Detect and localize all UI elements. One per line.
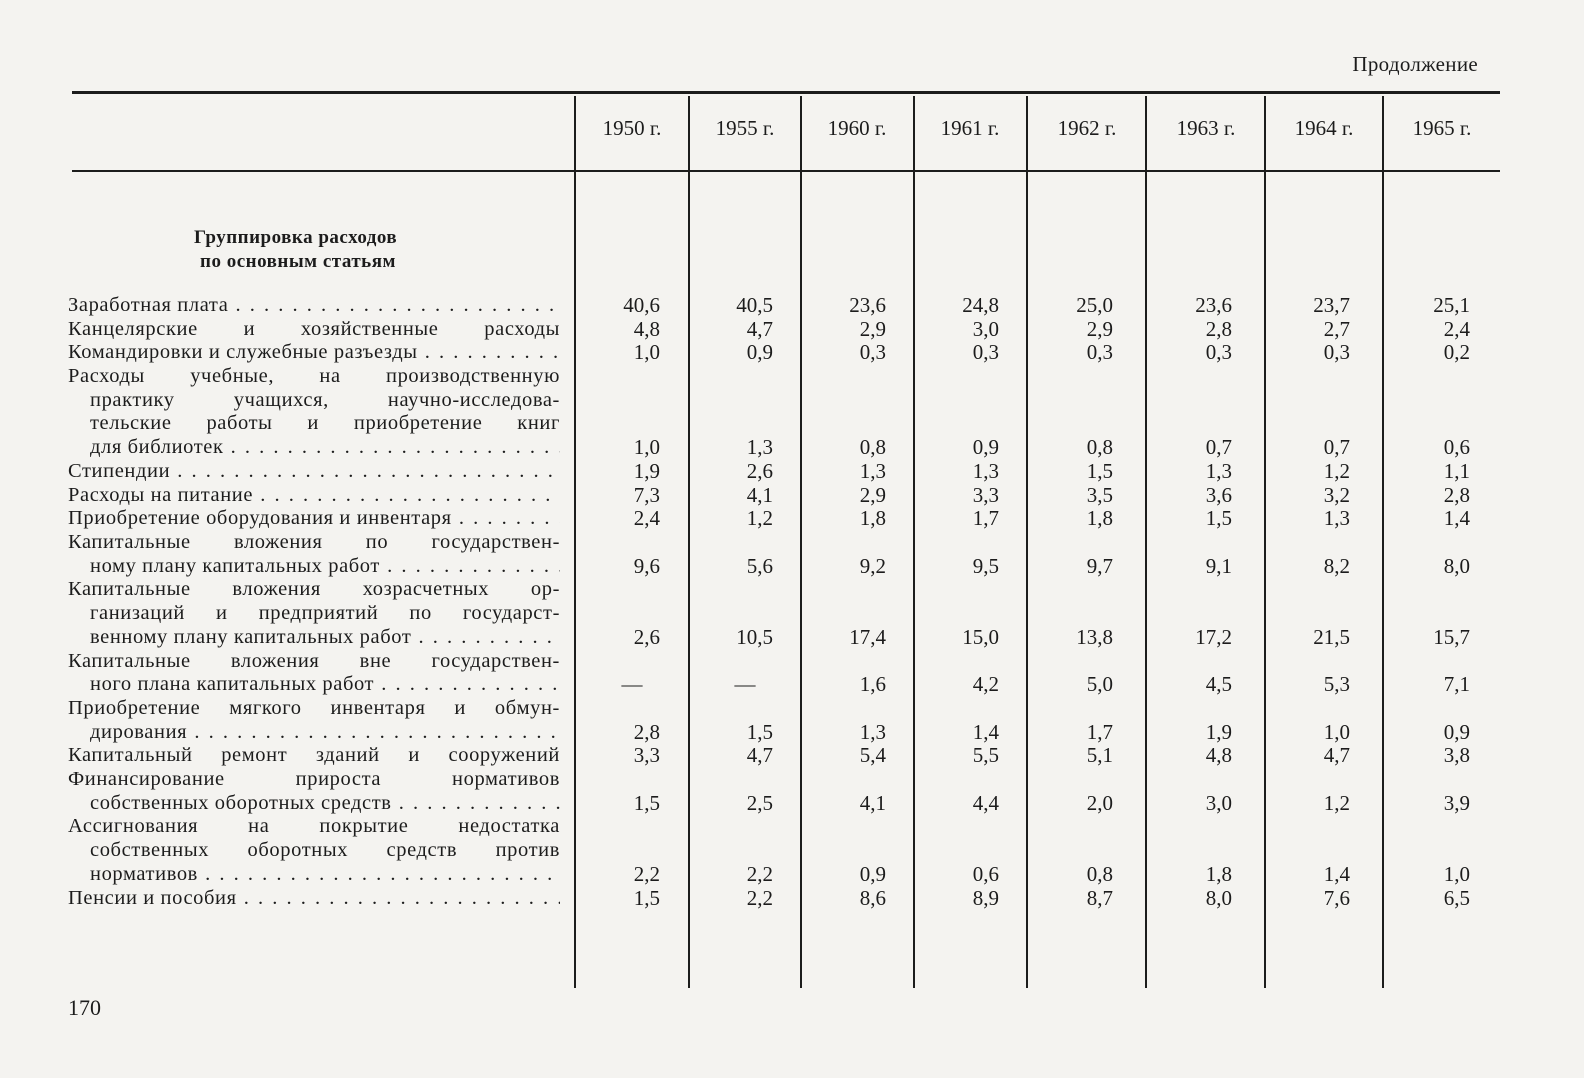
column-divider bbox=[800, 96, 802, 988]
table-cell: 8,7 bbox=[1086, 885, 1113, 910]
row-label-text: Капитальный ремонт зданий и сооружений bbox=[68, 744, 560, 767]
table-cell: 1,2 bbox=[1323, 458, 1350, 483]
row-label bbox=[68, 650, 560, 697]
table-cell: 21,5 bbox=[1313, 624, 1350, 649]
row-label-text: Приобретение мягкого инвентаря и обмун- bbox=[68, 696, 560, 719]
column-header-year: 1963 г. bbox=[1176, 116, 1236, 140]
column-divider bbox=[1026, 96, 1028, 988]
row-label-text: Канцелярские и хозяйственные расходы bbox=[68, 317, 560, 340]
column-header-year: 1965 г. bbox=[1412, 116, 1472, 140]
dot-leader bbox=[187, 721, 560, 743]
column-header-year: 1950 г. bbox=[602, 116, 662, 140]
page-number: 170 bbox=[68, 995, 101, 1020]
table-cell: 0,9 bbox=[972, 435, 999, 460]
table-cell: 1,8 bbox=[1205, 861, 1232, 886]
table-cell: 1,5 bbox=[1205, 506, 1232, 531]
column-divider bbox=[913, 96, 915, 988]
table-cell: 4,5 bbox=[1205, 672, 1232, 697]
dot-leader bbox=[380, 555, 560, 577]
table-cell: 2,8 bbox=[1443, 482, 1470, 507]
table-cell: 2,8 bbox=[633, 719, 660, 744]
table-cell: 1,4 bbox=[1323, 861, 1350, 886]
table-cell: 1,9 bbox=[1205, 719, 1232, 744]
table-cell: 17,2 bbox=[1195, 624, 1232, 649]
table-cell: 8,0 bbox=[1443, 553, 1470, 578]
table-cell: 0,3 bbox=[1323, 340, 1350, 365]
table-cell: 7,6 bbox=[1323, 885, 1350, 910]
table-cell: — bbox=[734, 672, 756, 697]
dot-leader bbox=[253, 484, 560, 506]
table-cell: 1,0 bbox=[633, 435, 660, 460]
table-cell: 10,5 bbox=[736, 624, 773, 649]
continuation-note: Продолжение bbox=[1352, 52, 1478, 76]
table-cell: 1,4 bbox=[972, 719, 999, 744]
table-cell: 1,2 bbox=[746, 506, 773, 531]
dot-leader bbox=[237, 887, 560, 909]
table-cell: 1,9 bbox=[633, 458, 660, 483]
table-cell: 3,3 bbox=[633, 743, 660, 768]
table-cell: 9,6 bbox=[633, 553, 660, 578]
table-cell: 0,3 bbox=[1086, 340, 1113, 365]
table-cell: 23,6 bbox=[849, 293, 886, 317]
table-cell: 0,2 bbox=[1443, 340, 1470, 365]
column-header-year: 1961 г. bbox=[940, 116, 1000, 140]
table-cell: 1,1 bbox=[1443, 458, 1470, 483]
table-cell: 2,0 bbox=[1086, 790, 1113, 815]
row-label-text: дирования bbox=[90, 720, 188, 743]
table-cell: 2,4 bbox=[1443, 316, 1470, 341]
row-label-text: ганизаций и предприятий по государст- bbox=[90, 602, 560, 625]
row-label-text: собственных оборотных средств против bbox=[90, 839, 560, 862]
table-cell: 1,3 bbox=[746, 435, 773, 460]
table-cell: 3,2 bbox=[1323, 482, 1350, 507]
table-cell: 3,3 bbox=[972, 482, 999, 507]
table-cell: 5,4 bbox=[859, 743, 886, 768]
group-title-line: по основным статьям bbox=[200, 251, 396, 272]
row-label-text: Пенсии и пособия bbox=[68, 886, 237, 909]
row-label bbox=[68, 365, 560, 460]
table-cell: 1,8 bbox=[1086, 506, 1113, 531]
dot-leader bbox=[411, 626, 560, 648]
table-cell: 2,8 bbox=[1205, 316, 1232, 341]
table-cell: 1,4 bbox=[1443, 506, 1470, 531]
table-cell: 2,6 bbox=[633, 624, 660, 649]
table-cell: 8,0 bbox=[1205, 885, 1232, 910]
table-cell: 1,0 bbox=[1443, 861, 1470, 886]
table-cell: — bbox=[621, 672, 643, 697]
dot-leader bbox=[198, 863, 560, 885]
table-cell: 2,7 bbox=[1323, 316, 1350, 341]
table-cell: 0,9 bbox=[746, 340, 773, 365]
table-cell: 4,8 bbox=[633, 316, 660, 341]
table-cell: 7,1 bbox=[1443, 672, 1470, 697]
table-cell: 23,6 bbox=[1195, 293, 1232, 317]
table-cell: 2,9 bbox=[1086, 316, 1113, 341]
dot-leader bbox=[224, 436, 560, 458]
table-cell: 3,6 bbox=[1205, 482, 1232, 507]
table-cell: 0,9 bbox=[1443, 719, 1470, 744]
table-cell: 8,2 bbox=[1323, 553, 1350, 578]
row-label-text: Приобретение оборудования и инвентаря bbox=[68, 507, 452, 530]
table-cell: 9,5 bbox=[972, 553, 999, 578]
table-cell: 1,7 bbox=[1086, 719, 1113, 744]
table-cell: 0,8 bbox=[1086, 861, 1113, 886]
table-cell: 40,5 bbox=[736, 293, 773, 317]
row-label-text: венному плану капитальных работ bbox=[90, 625, 412, 648]
row-label bbox=[68, 294, 560, 318]
table-cell: 2,2 bbox=[746, 885, 773, 910]
row-label-text: для библиотек bbox=[90, 436, 224, 459]
table-cell: 4,1 bbox=[859, 790, 886, 815]
row-label bbox=[68, 531, 560, 578]
table-cell: 2,9 bbox=[859, 316, 886, 341]
table-cell: 25,0 bbox=[1076, 293, 1113, 317]
table-cell: 3,9 bbox=[1443, 790, 1470, 815]
row-label-text: практику учащихся, научно-исследова- bbox=[90, 388, 560, 411]
column-divider bbox=[688, 96, 690, 988]
table-cell: 2,2 bbox=[746, 861, 773, 886]
table-cell: 1,2 bbox=[1323, 790, 1350, 815]
row-label-text: ному плану капитальных работ bbox=[90, 554, 380, 577]
dot-leader bbox=[170, 460, 560, 482]
table-cell: 1,3 bbox=[859, 719, 886, 744]
table-cell: 9,1 bbox=[1205, 553, 1232, 578]
table-cell: 2,4 bbox=[633, 506, 660, 531]
table-cell: 4,7 bbox=[746, 316, 773, 341]
row-label-text: нормативов bbox=[90, 862, 198, 885]
table-cell: 1,3 bbox=[1205, 458, 1232, 483]
table-cell: 1,0 bbox=[1323, 719, 1350, 744]
row-label bbox=[68, 815, 560, 886]
table-cell: 25,1 bbox=[1433, 293, 1470, 317]
table-cell: 2,9 bbox=[859, 482, 886, 507]
column-divider bbox=[1264, 96, 1266, 988]
row-label bbox=[68, 744, 560, 768]
table-cell: 4,2 bbox=[972, 672, 999, 697]
table-cell: 9,7 bbox=[1086, 553, 1113, 578]
column-divider bbox=[1382, 96, 1384, 988]
table-cell: 5,1 bbox=[1086, 743, 1113, 768]
table-cell: 1,3 bbox=[859, 458, 886, 483]
table-cell: 6,5 bbox=[1443, 885, 1470, 910]
group-title bbox=[194, 226, 397, 274]
table-cell: 5,5 bbox=[972, 743, 999, 768]
column-header-year: 1960 г. bbox=[827, 116, 887, 140]
table-cell: 0,7 bbox=[1205, 435, 1232, 460]
table-cell: 17,4 bbox=[849, 624, 886, 649]
table-cell: 0,7 bbox=[1323, 435, 1350, 460]
table-cell: 0,3 bbox=[859, 340, 886, 365]
table-cell: 9,2 bbox=[859, 553, 886, 578]
table-cell: 0,9 bbox=[859, 861, 886, 886]
column-header-year: 1962 г. bbox=[1057, 116, 1117, 140]
table-cell: 1,5 bbox=[746, 719, 773, 744]
row-label-text: Финансирование прироста нормативов bbox=[68, 768, 560, 790]
row-label-text: Капитальные вложения по государствен- bbox=[68, 531, 560, 553]
column-divider bbox=[574, 96, 576, 988]
row-label-text: Капитальные вложения вне государствен- bbox=[68, 649, 560, 672]
row-label-text: Ассигнования на покрытие недостатка bbox=[68, 815, 560, 838]
row-label bbox=[68, 768, 560, 815]
column-divider bbox=[1145, 96, 1147, 988]
column-header-year: 1964 г. bbox=[1294, 116, 1354, 140]
row-label-text: ного плана капитальных работ bbox=[90, 673, 375, 696]
table-cell: 1,5 bbox=[633, 790, 660, 815]
table-cell: 4,1 bbox=[746, 482, 773, 507]
row-label-text: Капитальные вложения хозрасчетных ор- bbox=[68, 578, 560, 601]
table-cell: 4,8 bbox=[1205, 743, 1232, 768]
row-label bbox=[68, 578, 560, 649]
table-cell: 4,4 bbox=[972, 790, 999, 815]
table-cell: 1,0 bbox=[633, 340, 660, 365]
row-label bbox=[68, 341, 560, 365]
table-cell: 1,7 bbox=[972, 506, 999, 531]
row-label-text: Командировки и служебные разъезды bbox=[68, 341, 418, 364]
table-cell: 15,0 bbox=[962, 624, 999, 649]
row-label-text: Расходы учебные, на производственную bbox=[68, 365, 560, 388]
dot-leader bbox=[228, 294, 560, 316]
row-label-text: Заработная плата bbox=[68, 294, 229, 316]
table-cell: 1,8 bbox=[859, 506, 886, 531]
row-label bbox=[68, 318, 560, 342]
row-label bbox=[68, 484, 560, 508]
row-label-text: Стипендии bbox=[68, 459, 171, 482]
table-cell: 1,5 bbox=[633, 885, 660, 910]
row-label bbox=[68, 507, 560, 531]
table-cell: 4,7 bbox=[746, 743, 773, 768]
table-cell: 1,3 bbox=[1323, 506, 1350, 531]
table-cell: 3,0 bbox=[972, 316, 999, 341]
table-cell: 5,6 bbox=[746, 553, 773, 578]
table-cell: 0,8 bbox=[859, 435, 886, 460]
table-cell: 0,3 bbox=[1205, 340, 1232, 365]
table-cell: 13,8 bbox=[1076, 624, 1113, 649]
row-label bbox=[68, 887, 560, 911]
table-cell: 1,3 bbox=[972, 458, 999, 483]
table-cell: 8,6 bbox=[859, 885, 886, 910]
table-cell: 8,9 bbox=[972, 885, 999, 910]
dot-leader bbox=[418, 341, 560, 363]
table-cell: 0,6 bbox=[1443, 435, 1470, 460]
dot-leader bbox=[374, 673, 560, 695]
table-cell: 1,5 bbox=[1086, 458, 1113, 483]
dot-leader bbox=[452, 507, 560, 529]
column-header-year: 1955 г. bbox=[715, 116, 775, 140]
table-cell: 0,8 bbox=[1086, 435, 1113, 460]
table-cell: 3,5 bbox=[1086, 482, 1113, 507]
table-cell: 0,6 bbox=[972, 861, 999, 886]
table-top-rule bbox=[72, 91, 1500, 94]
table-cell: 2,5 bbox=[746, 790, 773, 815]
row-label bbox=[68, 460, 560, 484]
table-cell: 0,3 bbox=[972, 340, 999, 365]
table-cell: 5,0 bbox=[1086, 672, 1113, 697]
table-cell: 4,7 bbox=[1323, 743, 1350, 768]
row-label-text: собственных оборотных средств bbox=[90, 791, 392, 814]
table-cell: 5,3 bbox=[1323, 672, 1350, 697]
table-cell: 40,6 bbox=[623, 293, 660, 317]
table-cell: 2,2 bbox=[633, 861, 660, 886]
row-label-text: тельские работы и приобретение книг bbox=[90, 412, 560, 435]
table-cell: 7,3 bbox=[633, 482, 660, 507]
table-cell: 23,7 bbox=[1313, 293, 1350, 317]
table-header-rule bbox=[72, 170, 1500, 172]
dot-leader bbox=[392, 792, 560, 814]
row-label-text: Расходы на питание bbox=[68, 483, 254, 506]
table-cell: 24,8 bbox=[962, 293, 999, 317]
table-cell: 3,8 bbox=[1443, 743, 1470, 768]
table-cell: 2,6 bbox=[746, 458, 773, 483]
group-title-line: Группировка расходов bbox=[194, 227, 398, 248]
table-cell: 1,6 bbox=[859, 672, 886, 697]
table-cell: 15,7 bbox=[1433, 624, 1470, 649]
row-label bbox=[68, 697, 560, 744]
table-cell: 3,0 bbox=[1205, 790, 1232, 815]
